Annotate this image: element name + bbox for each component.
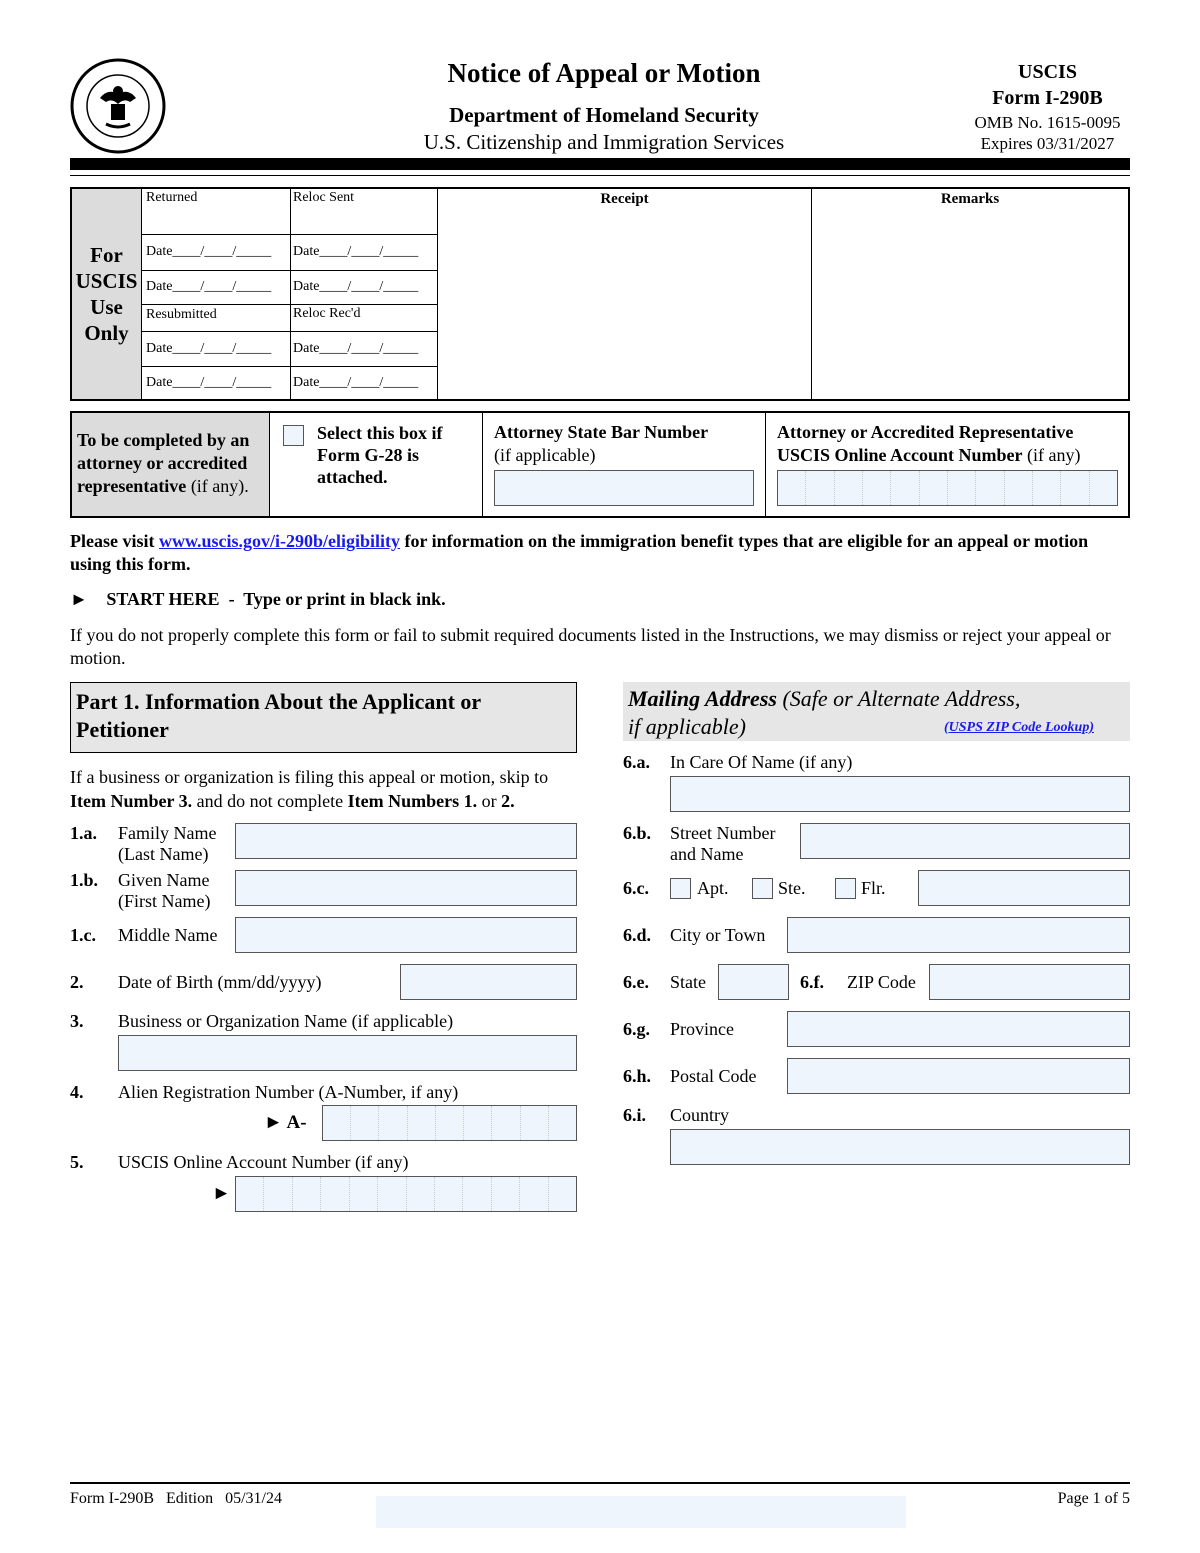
city-label: City or Town	[670, 925, 766, 945]
form-edition: Form I-290B Edition 05/31/24	[70, 1490, 282, 1507]
header-rule-thick	[70, 158, 1130, 170]
ste-checkbox[interactable]	[752, 878, 773, 899]
label-text: Street Number	[670, 823, 776, 843]
note-item3: Item Number 3.	[70, 791, 193, 811]
office-row-divider	[142, 331, 437, 332]
rep-account-title2: USCIS Online Account Number	[777, 445, 1023, 465]
date-line: Date____/____/_____	[293, 279, 419, 294]
attorney-label: To be completed by an attorney or accredited	[77, 430, 250, 473]
office-divider	[811, 189, 812, 399]
label-text: Family Name	[118, 823, 217, 843]
a-number-label: Alien Registration Number (A-Number, if any)	[118, 1082, 459, 1102]
online-account-input[interactable]	[235, 1176, 577, 1212]
note-item2: 2.	[501, 791, 515, 811]
label-sub: and Name	[670, 844, 744, 864]
note-text: and do not complete	[192, 791, 348, 811]
state-select[interactable]	[718, 964, 789, 1000]
reloc-sent-label: Reloc Sent	[293, 190, 355, 205]
in-care-of-input[interactable]	[670, 776, 1130, 812]
item-number: 3.	[70, 1011, 84, 1031]
province-input[interactable]	[787, 1011, 1130, 1047]
state-label: State	[670, 972, 706, 992]
attorney-divider	[765, 413, 766, 516]
item-number: 6.b.	[623, 823, 652, 843]
given-name-input[interactable]	[235, 870, 577, 906]
part1-note	[70, 765, 580, 813]
item-number: 6.g.	[623, 1019, 650, 1039]
city-input[interactable]	[787, 917, 1130, 953]
mailing-title-sub: (Safe or Alternate Address,	[776, 686, 1021, 711]
a-number-prefix: ► A-	[264, 1112, 307, 1133]
eligibility-note	[70, 530, 1130, 576]
rep-account-input[interactable]	[777, 470, 1118, 506]
page-number: Page 1 of 5	[1057, 1490, 1130, 1507]
item-number: 4.	[70, 1082, 84, 1102]
item-number: 6.a.	[623, 752, 650, 772]
office-row-divider	[142, 366, 437, 367]
office-row-divider	[142, 234, 437, 235]
office-row-divider	[142, 304, 437, 305]
dob-input[interactable]	[400, 964, 577, 1000]
a-number-input[interactable]	[322, 1105, 577, 1141]
flr-checkbox[interactable]	[835, 878, 856, 899]
date-line: Date____/____/_____	[146, 341, 272, 356]
street-label	[670, 823, 775, 865]
form-number: Form I-290B	[992, 87, 1103, 109]
online-account-arrow-icon: ►	[212, 1183, 231, 1204]
item-number: 6.e.	[623, 972, 649, 992]
postal-code-input[interactable]	[787, 1058, 1130, 1094]
part1-header	[70, 682, 577, 753]
form-title: Notice of Appeal or Motion	[447, 58, 761, 88]
remarks-label: Remarks	[940, 191, 1000, 207]
office-divider	[290, 189, 291, 399]
online-account-label: USCIS Online Account Number (if any)	[118, 1152, 409, 1172]
family-name-input[interactable]	[235, 823, 577, 859]
business-name-label: Business or Organization Name (if applicable)	[118, 1011, 454, 1031]
dob-label: Date of Birth (mm/dd/yyyy)	[118, 972, 322, 992]
header-rule-thin	[70, 175, 1130, 176]
date-line: Date____/____/_____	[293, 244, 419, 259]
rep-account-title: Attorney or Accredited Representative	[777, 422, 1074, 442]
given-name-label	[118, 870, 210, 912]
item-number: 6.h.	[623, 1066, 652, 1086]
omb-number: OMB No. 1615-0095	[974, 113, 1121, 132]
zip-label: ZIP Code	[847, 972, 916, 992]
dhs-seal	[70, 58, 166, 154]
part1-title: Part 1. Information About the Applicant or Petitioner	[76, 689, 481, 742]
item-number: 5.	[70, 1152, 84, 1172]
zip-lookup-link[interactable]: (USPS ZIP Code Lookup)	[944, 720, 1094, 735]
rep-account-title-line2	[777, 445, 1081, 466]
rep-account-sub: (if any)	[1022, 445, 1081, 465]
date-line: Date____/____/_____	[293, 375, 419, 390]
attorney-label-cell	[72, 413, 270, 516]
eligibility-link[interactable]: www.uscis.gov/i-290b/eligibility	[158, 531, 401, 551]
item-number: 1.b.	[70, 870, 99, 890]
date-line: Date____/____/_____	[146, 279, 272, 294]
zip-input[interactable]	[929, 964, 1130, 1000]
postal-code-label: Postal Code	[670, 1066, 757, 1086]
business-name-input[interactable]	[118, 1035, 577, 1071]
g28-checkbox[interactable]	[283, 425, 304, 446]
resubmitted-label: Resubmitted	[146, 307, 217, 322]
item-number: 1.a.	[70, 823, 97, 843]
apt-checkbox[interactable]	[670, 878, 691, 899]
province-label: Province	[670, 1019, 734, 1039]
for-uscis-cell	[72, 189, 142, 399]
representative-label: representative	[77, 476, 187, 496]
for-uscis-label: For USCIS Use Only	[75, 243, 138, 345]
label-sub: (Last Name)	[118, 844, 209, 864]
bar-number-input[interactable]	[494, 470, 754, 506]
barcode-area	[376, 1496, 906, 1528]
returned-label: Returned	[146, 190, 198, 205]
note-text: or	[477, 791, 502, 811]
attorney-divider	[482, 413, 483, 516]
mailing-header	[623, 682, 1130, 741]
start-here-label: START HERE - Type or print in black ink.	[106, 589, 446, 609]
country-input[interactable]	[670, 1129, 1130, 1165]
if-any-label: (if any).	[186, 476, 249, 496]
office-divider	[437, 189, 438, 399]
expiration-date: Expires 03/31/2027	[980, 134, 1115, 153]
item-number: 6.c.	[623, 878, 649, 898]
apt-label: Apt.	[697, 878, 729, 898]
start-here-line	[70, 589, 446, 610]
agency-name: U.S. Citizenship and Immigration Services	[423, 130, 785, 154]
bar-number-sub: (if applicable)	[494, 445, 596, 465]
g28-label: Select this box if Form G-28 is attached.	[317, 423, 443, 487]
date-line: Date____/____/_____	[146, 244, 272, 259]
ste-label: Ste.	[778, 878, 806, 898]
item-number: 6.i.	[623, 1105, 647, 1125]
mailing-title: Mailing Address	[628, 686, 777, 711]
note-text: If a business or organization is filing this appeal or motion, skip to	[70, 767, 549, 787]
uscis-label: USCIS	[1018, 61, 1077, 83]
receipt-label: Receipt	[600, 191, 649, 207]
item-number: 2.	[70, 972, 84, 992]
country-label: Country	[670, 1105, 730, 1125]
visit-post: for information on the immigration benefit types that are eligible for an appeal or motion using this form.	[70, 531, 1089, 574]
item-number: 6.d.	[623, 925, 652, 945]
department-name: Department of Homeland Security	[449, 103, 759, 127]
label-text: Given Name	[118, 870, 210, 890]
date-line: Date____/____/_____	[293, 341, 419, 356]
item-number: 1.c.	[70, 925, 96, 945]
reloc-recd-label: Reloc Rec'd	[293, 306, 361, 321]
label-sub: (First Name)	[118, 891, 211, 911]
footer-rule	[70, 1482, 1130, 1484]
family-name-label	[118, 823, 216, 865]
start-arrow-icon: ►	[70, 589, 88, 609]
item-number: 6.f.	[800, 972, 824, 992]
warning-text: If you do not properly complete this form or fail to submit required documents listed in the Instructions, we may dismiss or reject your appeal or motion.	[70, 625, 1111, 668]
visit-pre: Please visit	[70, 531, 159, 551]
office-row-divider	[142, 270, 437, 271]
middle-name-input[interactable]	[235, 917, 577, 953]
street-input[interactable]	[800, 823, 1130, 859]
mailing-title-sub2: if applicable)	[628, 714, 746, 739]
date-line: Date____/____/_____	[146, 375, 272, 390]
flr-label: Flr.	[861, 878, 886, 898]
in-care-of-label: In Care Of Name (if any)	[670, 752, 853, 772]
bar-number-title: Attorney State Bar Number	[494, 422, 709, 442]
unit-number-input[interactable]	[918, 870, 1130, 906]
note-item1: Item Numbers 1.	[347, 791, 478, 811]
middle-name-label: Middle Name	[118, 925, 218, 945]
